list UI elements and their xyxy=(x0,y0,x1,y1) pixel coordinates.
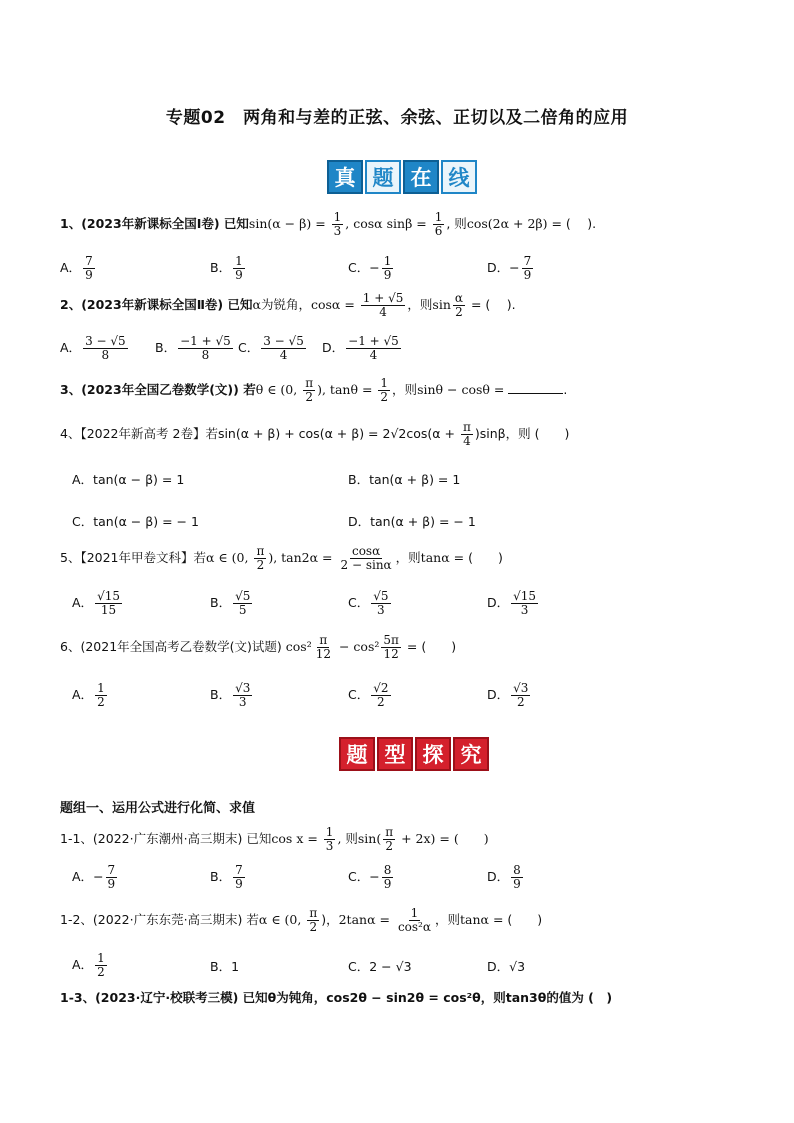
question-4: 4、【2022年新高考 2卷】若sin(α + β) + cos(α + β) = 2√2cos(α + $\frac{\pi}{4}$ )sinβ，则 ( ) xyxy=(60,420,570,448)
option-b: B． $\frac{-1 + √5}{8}$ xyxy=(155,334,231,362)
option-b: B．tan(α + β) = 1 xyxy=(348,472,461,487)
option-a: A．tan(α − β) = 1 xyxy=(72,472,185,487)
option-d: D．√3 xyxy=(487,959,526,974)
option-c: C．2 − √3 xyxy=(348,959,412,974)
practice-1-3: 1-3、(2023·辽宁·校联考三模) 已知θ为钝角，cos2θ − sin2θ = cos²θ，则tan3θ的值为 ( ) xyxy=(60,990,613,1005)
badge-char: 型 xyxy=(377,737,413,771)
option-a: A．− $\frac{7}{9}$ xyxy=(72,863,116,891)
question-2: 2、(2023年新课标全国Ⅱ卷) 已知α为锐角，cosα = $\frac{1 + √5}{4}$ ，则sin $\frac{\alpha}{2}$ = ( ). xyxy=(60,291,516,319)
option-a: A． $\frac{1}{2}$ xyxy=(72,681,105,709)
option-a: A． $\frac{3 - √5}{8}$ xyxy=(60,334,126,362)
option-b: B． $\frac{1}{9}$ xyxy=(210,254,243,282)
badge-char: 探 xyxy=(415,737,451,771)
option-c: C． $\frac{√2}{2}$ xyxy=(348,681,389,709)
option-d: D．tan(α + β) = − 1 xyxy=(348,514,476,529)
option-d: D． $\frac{√3}{2}$ xyxy=(487,681,529,709)
practice-1-1: 1-1、(2022·广东潮州·高三期末) 已知cos x = $\frac{1}{3}$ , 则sin( $\frac{\pi}{2}$ + 2x) = ( ) xyxy=(60,825,489,853)
page-title: 专题02 两角和与差的正弦、余弦、正切以及二倍角的应用 xyxy=(165,108,629,128)
option-a: A． $\frac{√15}{15}$ xyxy=(72,589,120,617)
badge-char: 题 xyxy=(339,737,375,771)
option-d: D．− $\frac{7}{9}$ xyxy=(487,254,532,282)
option-b: B． $\frac{7}{9}$ xyxy=(210,863,243,891)
option-d: D． $\frac{-1 + √5}{4}$ xyxy=(322,334,399,362)
badge-char: 线 xyxy=(441,160,477,194)
option-d: D． $\frac{8}{9}$ xyxy=(487,863,521,891)
option-d: D． $\frac{√15}{3}$ xyxy=(487,589,537,617)
section-badge-tixing xyxy=(339,737,489,771)
section-badge-zhenti xyxy=(327,160,477,194)
option-c: C．− $\frac{1}{9}$ xyxy=(348,254,392,282)
option-b: B． $\frac{√3}{3}$ xyxy=(210,681,251,709)
question-6: 6、(2021年全国高考乙卷数学(文)试题) cos² $\frac{\pi}{12}$ − cos² $\frac{5\pi}{12}$ = ( ) xyxy=(60,633,457,661)
question-1: 1、(2023年新课标全国Ⅰ卷) 已知sin(α − β) = $\frac{1}{3}$ , cosα sinβ = $\frac{1}{6}$ , 则cos(2α + 2β) = ( ). xyxy=(60,210,597,238)
badge-char: 题 xyxy=(365,160,401,194)
option-c: C． $\frac{√5}{3}$ xyxy=(348,589,389,617)
option-b: B．1 xyxy=(210,959,240,974)
option-c: C．tan(α − β) = − 1 xyxy=(72,514,199,529)
answer-blank xyxy=(508,381,563,394)
badge-char: 在 xyxy=(403,160,439,194)
option-a: A． $\frac{7}{9}$ xyxy=(60,254,93,282)
option-c: C．− $\frac{8}{9}$ xyxy=(348,863,392,891)
badge-char: 究 xyxy=(453,737,489,771)
section-heading: 题组一、运用公式进行化简、求值 xyxy=(60,801,256,816)
badge-char: 真 xyxy=(327,160,363,194)
option-c: C． $\frac{3 - √5}{4}$ xyxy=(238,334,304,362)
question-5: 5、【2021年甲卷文科】若α ∈ (0, $\frac{\pi}{2}$ ), tan2α = $\frac{\cos\alpha}{2 - \sin\alpha}$ ，则tanα = ( ) xyxy=(60,544,503,572)
option-a: A． $\frac{1}{2}$ xyxy=(72,951,105,979)
practice-1-2: 1-2、(2022·广东东莞·高三期末) 若α ∈ (0, $\frac{\pi}{2}$ )，2tanα = $\frac{1}{\text{cos²α}}$ ，则tanα = ( ) xyxy=(60,906,543,934)
option-b: B． $\frac{√5}{5}$ xyxy=(210,589,251,617)
question-3: 3、(2023年全国乙卷数学(文)) 若θ ∈ (0, $\frac{\pi}{2}$ ), tanθ = $\frac{1}{2}$ ，则sinθ − cosθ = . xyxy=(60,376,568,404)
